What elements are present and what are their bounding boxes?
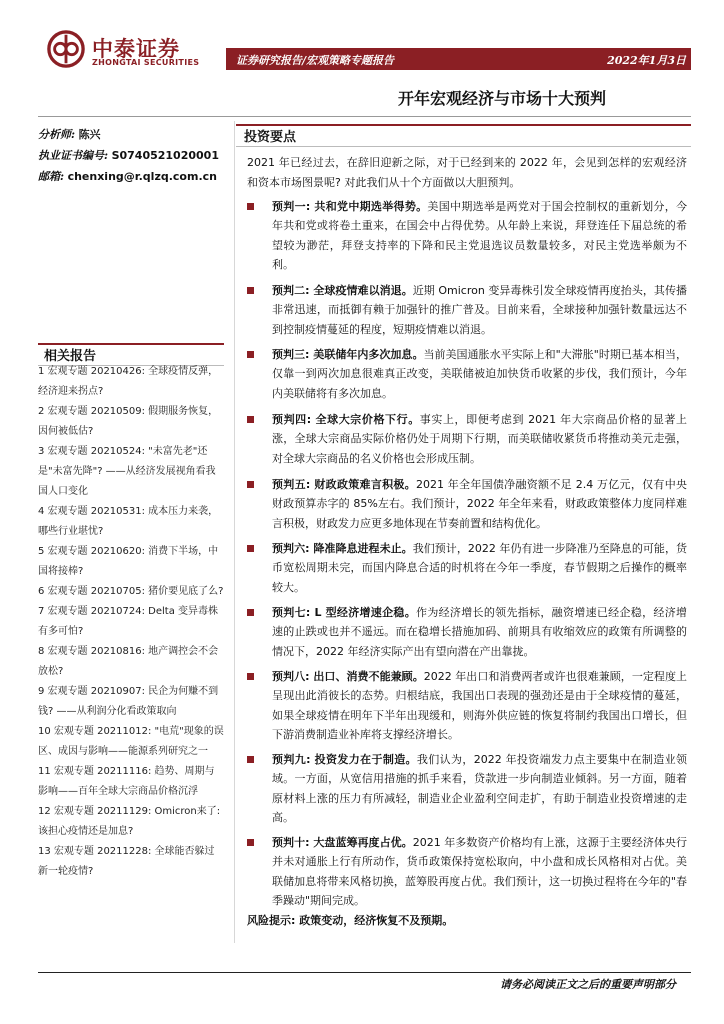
square-bullet-icon [247, 673, 254, 680]
related-report-item[interactable]: 12 宏观专题 20211129: Omicron来了: 该担心疫情还是加息? [38, 806, 221, 837]
forecast-item [247, 410, 687, 468]
forecast-text: 2021 年多数资产价格均有上涨，这源于主要经济体央行并未对通胀上行有所动作，货币政策保持宽松取向，中小盘和成长风格相对占优。美联储加息将带来风格切换，蓝筹股再度占优。我们预计，这一切换过程将在今年的"春季躁动"期间完成。 [272, 836, 687, 908]
forecast-lead: 预判一: 共和党中期选举得势。 [272, 200, 428, 213]
report-category: 证券研究报告/宏观策略专题报告 [236, 54, 395, 67]
cert-label: 执业证书编号: [38, 149, 109, 162]
email-label: 邮箱: [38, 170, 65, 183]
related-report-item[interactable]: 1 宏观专题 20210426: 全球疫情反弹，经济迎来拐点? [38, 366, 219, 397]
forecast-text: 我们预计，2022 年仍有进一步降准乃至降息的可能，货币宽松周期未完，而国内降息合适的时机将在今年一季度，春节假期之后操作的概率较大。 [272, 542, 687, 594]
footer-divider [38, 972, 691, 973]
risk-warning: 风险提示: 政策变动，经济恢复不及预期。 [247, 914, 454, 927]
forecast-text: 美国中期选举是两党对于国会控制权的重新划分，今年共和党或将卷土重来，在国会中占得优势。从年龄上来说，拜登连任下届总统的希望较为渺茫，拜登支持率的下降和民主党退选议员数量较多，对民主党选举颇为不利。 [272, 200, 687, 272]
analyst-info [38, 124, 226, 187]
forecast-item [247, 603, 687, 661]
related-report-item[interactable]: 10 宏观专题 20211012: "电荒"现象的误区、成因与影响——能源系列研究之一 [38, 726, 224, 757]
forecast-item [247, 750, 687, 828]
square-bullet-icon [247, 351, 254, 358]
email-line [38, 166, 226, 187]
forecast-item [247, 667, 687, 745]
forecast-item [247, 833, 687, 911]
forecast-item [247, 197, 687, 275]
forecast-lead: 预判八: 出口、消费不能兼顾。 [272, 670, 424, 683]
square-bullet-icon [247, 416, 254, 423]
analyst-name-label: 分析师: [38, 128, 76, 141]
related-reports-title: 相关报告 [44, 349, 97, 364]
logo-chinese-name: 中泰证券 [92, 37, 180, 61]
column-divider [234, 121, 235, 943]
forecast-lead: 预判三: 美联储年内多次加息。 [272, 348, 424, 361]
forecast-lead: 预判二: 全球疫情难以消退。 [272, 284, 413, 297]
forecast-lead: 预判七: L 型经济增速企稳。 [272, 606, 417, 619]
forecast-text: 2022 年出口和消费两者或许也很难兼顾，一定程度上呈现出此消彼长的态势。归根结底，我国出口表现的强劲还是由于全球疫情的蔓延，如果全球疫情在明年下半年出现缓和，则海外供应链的恢复将制约我国出口增长，但下游消费制造业补库将支撑经济增长。 [272, 670, 687, 742]
cert-line [38, 145, 226, 166]
analyst-name: 陈兴 [78, 128, 101, 141]
forecast-text: 事实上，即便考虑到 2021 年大宗商品价格的显著上涨，全球大宗商品实际价格仍处于周期下行期，而美联储收紧货币将推动美元走强，对全球大宗商品的名义价格也会形成压制。 [272, 413, 687, 465]
analyst-email: chenxing@r.qlzq.com.cn [67, 170, 217, 183]
zhongtai-logo-icon [47, 30, 85, 68]
forecast-text: 我们认为，2022 年投资端发力点主要集中在制造业领域。一方面，从宽信用措施的抓手来看，贷款进一步向制造业倾斜。另一方面，随着原材料上涨的压力有所减轻，制造业企业盈利空间走扩，有助于制造业投资增速的走高。 [272, 753, 687, 825]
forecast-lead: 预判四: 全球大宗价格下行。 [272, 413, 420, 426]
related-report-item[interactable]: 9 宏观专题 20210907: 民企为何赚不到钱? ——从利润分化看政策取向 [38, 686, 219, 717]
forecast-lead: 预判五: 财政政策难言积极。 [272, 478, 416, 491]
related-report-item[interactable]: 6 宏观专题 20210705: 猪价要见底了么? [38, 586, 224, 597]
related-reports-list [38, 362, 224, 882]
summary-title: 投资要点 [244, 130, 297, 145]
forecast-item [247, 539, 687, 597]
cert-number: S0740521020001 [111, 149, 219, 162]
square-bullet-icon [247, 756, 254, 763]
footer-disclaimer: 请务必阅读正文之后的重要声明部分 [500, 978, 676, 991]
related-report-item[interactable]: 2 宏观专题 20210509: 假期服务恢复，因何被低估? [38, 406, 219, 437]
forecast-item [247, 281, 687, 339]
forecast-lead: 预判六: 降准降息进程未止。 [272, 542, 413, 555]
forecast-item [247, 475, 687, 533]
summary-intro: 2021 年已经过去，在辞旧迎新之际，对于已经到来的 2022 年，会见到怎样的宏观经济和资本市场图景呢? 对此我们从十个方面做以大胆预判。 [247, 156, 687, 189]
forecast-lead: 预判十: 大盘蓝筹再度占优。 [272, 836, 413, 849]
report-date: 2022年1月3日 [607, 54, 686, 67]
forecast-lead: 预判九: 投资发力在于制造。 [272, 753, 417, 766]
related-report-item[interactable]: 3 宏观专题 20210524: "未富先老"还是"未富先降"? ——从经济发展视角看我国人口变化 [38, 446, 216, 497]
related-report-item[interactable]: 8 宏观专题 20210816: 地产调控会不会放松? [38, 646, 219, 677]
square-bullet-icon [247, 481, 254, 488]
page-title: 开年宏观经济与市场十大预判 [397, 89, 606, 108]
forecast-text: 作为经济增长的领先指标，融资增速已经企稳，经济增速的止跌或也并不遥远。而在稳增长措施加码、前期具有收缩效应的政策有所调整的情况下，2022 年经济实际产出有望向潜在产出靠拢。 [272, 606, 687, 658]
related-report-item[interactable]: 13 宏观专题 20211228: 全球能否躲过新一轮疫情? [38, 846, 215, 877]
forecast-text: 近期 Omicron 变异毒株引发全球疫情再度抬头，其传播非常迅速，而抵御有赖于加强针的推广普及。目前来看，全球接种加强针数量远达不到控制疫情蔓延的程度，短期疫情难以消退。 [272, 284, 687, 336]
forecast-text: 当前美国通胀水平实际上和"大滞胀"时期已基本相当，仅靠一到两次加息很难真正改变，美联储被迫加快货币收紧的步伐，我们预计，今年内美联储将有多次加息。 [272, 348, 687, 400]
square-bullet-icon [247, 203, 254, 210]
logo-english-name: ZHONGTAI SECURITIES [92, 58, 200, 67]
related-report-item[interactable]: 7 宏观专题 20210724: Delta 变异毒株有多可怕? [38, 606, 219, 637]
related-report-item[interactable]: 4 宏观专题 20210531: 成本压力来袭，哪些行业堪忧? [38, 506, 219, 537]
forecast-text: 2021 年全年国债净融资额不足 2.4 万亿元，仅有中央财政预算赤字的 85%左右。我们预计，2022 年全年来看，财政政策整体力度同样难言积极，财政发力应更多地体现在节奏前置和结构优化。 [272, 478, 687, 530]
summary-heading [236, 124, 691, 147]
square-bullet-icon [247, 839, 254, 846]
forecast-item [247, 345, 687, 403]
square-bullet-icon [247, 545, 254, 552]
analyst-name-line [38, 124, 226, 145]
square-bullet-icon [247, 609, 254, 616]
square-bullet-icon [247, 287, 254, 294]
related-report-item[interactable]: 11 宏观专题 20211116: 趋势、周期与影响——百年全球大宗商品价格沉浮 [38, 766, 215, 797]
title-divider [38, 116, 691, 117]
related-report-item[interactable]: 5 宏观专题 20210620: 消费下半场，中国将接棒? [38, 546, 219, 577]
